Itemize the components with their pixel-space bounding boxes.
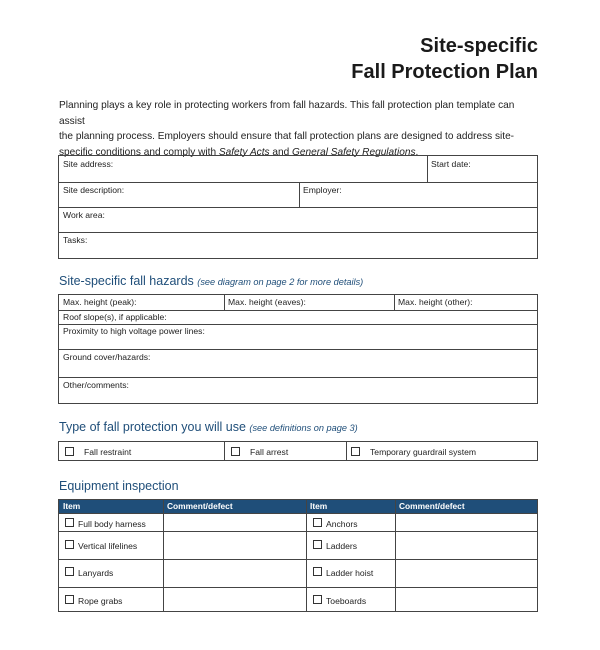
intro-period: . xyxy=(415,146,419,158)
max-height-eaves-field[interactable]: Max. height (eaves): xyxy=(228,297,306,307)
divider xyxy=(427,156,428,182)
full-body-harness-label: Full body harness xyxy=(78,519,146,529)
fall-restraint-label: Fall restraint xyxy=(84,447,132,457)
divider xyxy=(224,295,225,310)
ladder-hoist-label: Ladder hoist xyxy=(326,568,374,578)
divider xyxy=(59,182,537,183)
protection-title-text: Type of fall protection you will use xyxy=(59,420,246,434)
page-title-line2: Fall Protection Plan xyxy=(351,61,538,83)
divider xyxy=(59,207,537,208)
ladders-checkbox[interactable] xyxy=(313,540,322,549)
start-date-field[interactable]: Start date: xyxy=(431,159,471,169)
proximity-field[interactable]: Proximity to high voltage power lines: xyxy=(63,326,205,336)
divider xyxy=(346,442,347,461)
divider xyxy=(163,500,164,612)
safety-acts-text: Safety Acts xyxy=(218,146,270,158)
general-regs-text: General Safety Regulations xyxy=(292,146,416,158)
equipment-section-title: Equipment inspection xyxy=(59,479,179,493)
fall-arrest-label: Fall arrest xyxy=(250,447,289,457)
work-area-field[interactable]: Work area: xyxy=(63,210,105,220)
equipment-header-row xyxy=(59,500,537,513)
header-comment-left: Comment/defect xyxy=(167,501,233,511)
vertical-lifelines-label: Vertical lifelines xyxy=(78,541,138,551)
divider xyxy=(224,442,225,461)
anchors-checkbox[interactable] xyxy=(313,518,322,527)
divider xyxy=(394,295,395,310)
hazards-section-title xyxy=(59,274,363,288)
divider xyxy=(59,377,537,378)
temporary-guardrail-checkbox[interactable] xyxy=(351,447,360,456)
equipment-table xyxy=(58,499,538,612)
protection-note: (see definitions on page 3) xyxy=(249,423,358,433)
anchors-label: Anchors xyxy=(326,519,358,529)
site-address-field[interactable]: Site address: xyxy=(63,159,114,169)
divider xyxy=(395,500,396,612)
intro-paragraph xyxy=(59,98,539,160)
toeboards-label: Toeboards xyxy=(326,596,367,606)
fall-restraint-checkbox[interactable] xyxy=(65,447,74,456)
divider xyxy=(306,500,307,612)
fall-arrest-checkbox[interactable] xyxy=(231,447,240,456)
lanyards-label: Lanyards xyxy=(78,568,114,578)
hazards-note: (see diagram on page 2 for more details) xyxy=(197,277,364,287)
divider xyxy=(59,232,537,233)
intro-and-text: and xyxy=(269,146,293,158)
ground-cover-field[interactable]: Ground cover/hazards: xyxy=(63,352,151,362)
divider xyxy=(59,513,537,514)
other-comments-field[interactable]: Other/comments: xyxy=(63,380,129,390)
max-height-peak-field[interactable]: Max. height (peak): xyxy=(63,297,137,307)
divider xyxy=(59,559,537,560)
lanyards-checkbox[interactable] xyxy=(65,567,74,576)
employer-field[interactable]: Employer: xyxy=(303,185,342,195)
divider xyxy=(59,531,537,532)
full-body-harness-checkbox[interactable] xyxy=(65,518,74,527)
hazards-title-text: Site-specific fall hazards xyxy=(59,274,194,288)
intro-line-3-prefix: specific conditions and comply with xyxy=(59,146,219,158)
hazards-table xyxy=(58,294,538,404)
ladder-hoist-checkbox[interactable] xyxy=(313,567,322,576)
divider xyxy=(59,324,537,325)
header-item-right: Item xyxy=(310,501,328,511)
protection-table xyxy=(58,441,538,461)
toeboards-checkbox[interactable] xyxy=(313,595,322,604)
intro-line-1: Planning plays a key role in protecting workers from fall hazards. This fall protection plan template can assist xyxy=(59,100,515,127)
divider xyxy=(59,587,537,588)
max-height-other-field[interactable]: Max. height (other): xyxy=(398,297,473,307)
roof-slope-field[interactable]: Roof slope(s), if applicable: xyxy=(63,312,167,322)
header-item-left: Item xyxy=(63,501,81,511)
rope-grabs-checkbox[interactable] xyxy=(65,595,74,604)
protection-section-title xyxy=(59,420,358,434)
divider xyxy=(59,310,537,311)
divider xyxy=(299,182,300,207)
vertical-lifelines-checkbox[interactable] xyxy=(65,540,74,549)
temporary-guardrail-label: Temporary guardrail system xyxy=(370,447,477,457)
site-description-field[interactable]: Site description: xyxy=(63,185,125,195)
tasks-field[interactable]: Tasks: xyxy=(63,235,88,245)
ladders-label: Ladders xyxy=(326,541,358,551)
page-title-line1: Site-specific xyxy=(420,35,538,57)
site-info-table xyxy=(58,155,538,259)
header-comment-right: Comment/defect xyxy=(399,501,465,511)
divider xyxy=(59,349,537,350)
intro-line-2: the planning process. Employers should ensure that fall protection plans are designed to address site- xyxy=(59,131,515,143)
rope-grabs-label: Rope grabs xyxy=(78,596,123,606)
